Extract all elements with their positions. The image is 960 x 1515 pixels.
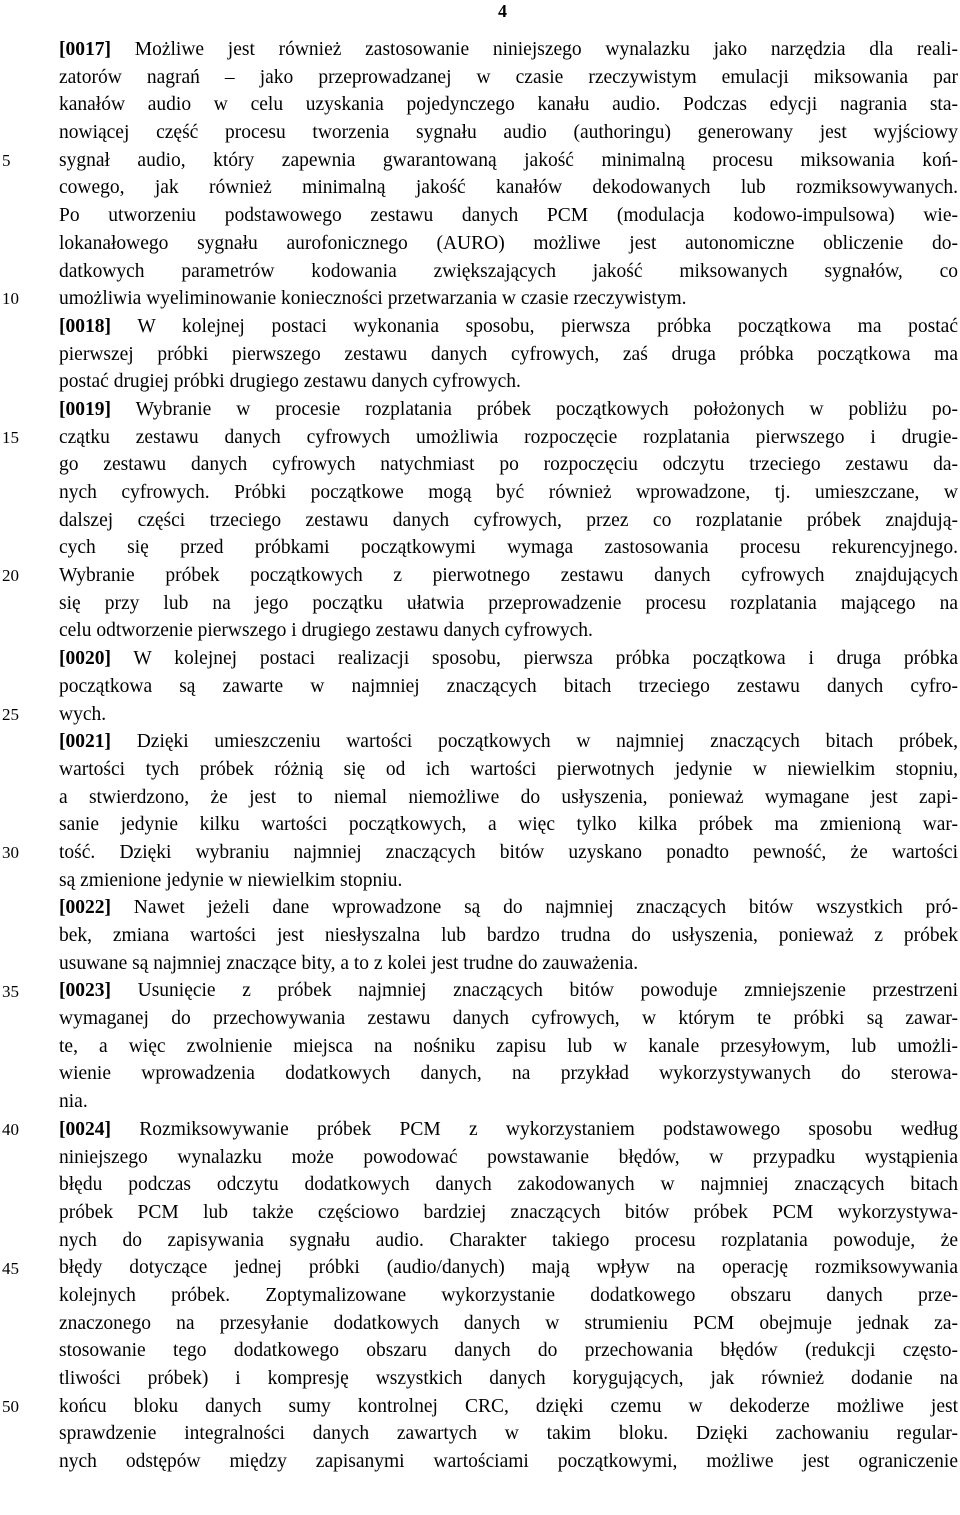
line-text: W kolejnej postaci wykonania sposobu, pierwsza próbka początkowa ma postać [111, 315, 958, 337]
text-line [59, 285, 958, 313]
text-line [59, 1310, 958, 1338]
text-line [59, 479, 958, 507]
line-text: datkowych parametrów kodowania zwiększających jakość miksowanych sygnałów, co [59, 260, 958, 282]
text-line [59, 258, 958, 286]
text-line [59, 396, 958, 424]
text-line [59, 368, 958, 396]
text-line [59, 867, 958, 895]
margin-line-number: 30 [2, 843, 19, 863]
text-line [59, 562, 958, 590]
paragraph-number: [0020] [59, 648, 111, 670]
text-line [59, 590, 958, 618]
line-text: początkowa są zawarte w najmniej znaczących bitach trzeciego zestawu danych cyfro- [59, 675, 958, 697]
line-text: sprawdzenie integralności danych zawartych w takim bloku. Dzięki zachowaniu regular- [59, 1423, 958, 1445]
line-text: czątku zestawu danych cyfrowych umożliwia rozpoczęcie rozplatania pierwszego i drugie- [59, 426, 958, 448]
line-text: nych cyfrowych. Próbki początkowe mogą być również wprowadzone, tj. umieszczane, w [59, 482, 958, 503]
text-line [59, 451, 958, 479]
text-line [59, 1005, 958, 1033]
text-line [59, 91, 958, 119]
text-line [59, 1393, 958, 1421]
text-line [59, 202, 958, 230]
margin-line-number: 35 [2, 981, 19, 1001]
line-text: W kolejnej postaci realizacji sposobu, pierwsza próbka początkowa i druga próbka [111, 648, 958, 670]
text-line [59, 1033, 958, 1061]
line-text: pierwszej próbki pierwszego zestawu danych cyfrowych, zaś druga próbka początkowa ma [59, 343, 958, 365]
line-text: Możliwe jest również zastosowanie niniejszego wynalazku jako narzędzia dla reali- [111, 39, 958, 60]
line-text: próbek PCM lub także częściowo bardziej znaczących bitów próbek PCM wykorzystywa- [59, 1201, 958, 1223]
line-text: dalszej części trzeciego zestawu danych cyfrowych, przez co rozplatanie próbek znajdują- [59, 509, 958, 531]
line-text: końcu bloku danych sumy kontrolnej CRC, dzięki czemu w dekoderze możliwe jest [59, 1395, 958, 1417]
page-number: 4 [498, 1, 507, 21]
margin-line-number: 15 [2, 427, 19, 447]
text-line [59, 977, 958, 1005]
line-text: błędy dotyczące jednej próbki (audio/danych) mają wpływ na operację rozmiksowywania [59, 1257, 958, 1279]
line-text: nowiącej część procesu tworzenia sygnału audio (authoringu) generowany jest wyjściowy [59, 122, 958, 144]
text-line [59, 894, 958, 922]
line-text: umożliwia wyeliminowanie konieczności przetwarzania w czasie rzeczywistym. [59, 288, 687, 310]
line-text: bek, zmiana wartości jest niesłyszalna lub bardzo trudna do usłyszenia, ponieważ z próbek [59, 925, 958, 946]
line-text: cych się przed próbkami początkowymi wymaga zastosowania procesu rekurencyjnego. [59, 537, 958, 559]
text-line [59, 341, 958, 369]
text-line [59, 1254, 958, 1282]
paragraph-number: [0018] [59, 315, 111, 337]
margin-line-number: 40 [2, 1120, 19, 1140]
text-line [59, 922, 958, 950]
line-text: Wybranie w procesie rozplatania próbek początkowych położonych w pobliżu po- [111, 398, 958, 420]
line-text: wych. [59, 703, 107, 725]
text-line [59, 645, 958, 673]
text-line [59, 701, 958, 729]
text-line [59, 36, 958, 64]
margin-line-number: 25 [2, 704, 19, 724]
margin-line-number: 20 [2, 566, 19, 586]
line-text: tość. Dzięki wybraniu najmniej znaczących bitów uzyskano ponadto pewność, że wartości [59, 841, 958, 863]
text-line [59, 1420, 958, 1448]
line-text: postać drugiej próbki drugiego zestawu danych cyfrowych. [59, 371, 521, 393]
text-line [59, 1144, 958, 1172]
line-text: wartości tych próbek różnią się od ich wartości pierwotnych jedynie w niewielkim stopniu, [59, 758, 958, 780]
text-line [59, 756, 958, 784]
text-line [59, 784, 958, 812]
line-text: lokanałowego sygnału aurofonicznego (AURO) możliwe jest autonomiczne obliczenie do- [59, 232, 958, 254]
text-line [59, 728, 958, 756]
margin-line-number: 10 [2, 289, 19, 309]
text-line [59, 1365, 958, 1393]
text-line [59, 507, 958, 535]
text-line [59, 1282, 958, 1310]
paragraph-number: [0024] [59, 1118, 111, 1140]
text-line [59, 534, 958, 562]
line-text: te, a więc zwolnienie miejsca na nośniku zapisu lub w kanale przesyłowym, lub umożli- [59, 1035, 958, 1057]
line-text: sanie jedynie kilku wartości początkowych, a więc tylko kilka próbek ma zmienioną war- [59, 814, 958, 836]
text-line [59, 1060, 958, 1088]
text-line [59, 64, 958, 92]
line-text: niniejszego wynalazku może powodować powstawanie błędów, w przypadku wystąpienia [59, 1146, 958, 1168]
line-text: tliwości próbek) i kompresję wszystkich danych korygujących, jak również dodanie na [59, 1368, 958, 1389]
text-line [59, 811, 958, 839]
line-text: Po utworzeniu podstawowego zestawu danych PCM (modulacja kodowo-impulsowa) wie- [59, 205, 958, 227]
text-line [59, 147, 958, 175]
line-text: nych odstępów między zapisanymi wartościami początkowymi, możliwe jest ograniczenie [59, 1451, 958, 1473]
text-line [59, 1199, 958, 1227]
text-line [59, 1116, 958, 1144]
line-text: wymaganej do przechowywania zestawu danych cyfrowych, w którym te próbki są zawar- [59, 1008, 958, 1030]
line-text: Nawet jeżeli dane wprowadzone są do najmniej znaczących bitów wszystkich pró- [111, 897, 958, 919]
line-text: cowego, jak również minimalną jakość kanałów dekodowanych lub rozmiksowywanych. [59, 177, 958, 199]
text-line [59, 313, 958, 341]
text-line [59, 1337, 958, 1365]
line-text: błędu podczas odczytu dodatkowych danych zakodowanych w najmniej znaczących bitach [59, 1174, 958, 1196]
line-text: a stwierdzono, że jest to niemal niemożliwe do usłyszenia, ponieważ wymagane jest zapi- [59, 786, 958, 808]
line-text: nia. [59, 1091, 88, 1113]
text-line [59, 617, 958, 645]
text-line [59, 1227, 958, 1255]
text-line [59, 174, 958, 202]
margin-line-number: 45 [2, 1258, 19, 1278]
margin-line-number: 50 [2, 1397, 19, 1417]
line-text: celu odtworzenie pierwszego i drugiego zestawu danych cyfrowych. [59, 620, 593, 642]
text-line [59, 1448, 958, 1476]
paragraph-number: [0022] [59, 897, 111, 919]
text-line [59, 839, 958, 867]
line-text: Usunięcie z próbek najmniej znaczących bitów powoduje zmniejszenie przestrzeni [111, 980, 958, 1002]
line-text: Rozmiksowywanie próbek PCM z wykorzystaniem podstawowego sposobu według [111, 1118, 958, 1140]
line-text: kanałów audio w celu uzyskania pojedynczego kanału audio. Podczas edycji nagrania sta- [59, 94, 958, 116]
line-text: się przy lub na jego początku ułatwia przeprowadzenie procesu rozplatania mającego na [59, 592, 958, 614]
paragraph-number: [0021] [59, 731, 111, 753]
paragraph-number: [0023] [59, 980, 111, 1002]
document-body [59, 36, 958, 1476]
line-text: stosowanie tego dodatkowego obszaru danych do przechowania błędów (redukcji często- [59, 1340, 958, 1362]
line-text: Wybranie próbek początkowych z pierwotnego zestawu danych cyfrowych znajdujących [59, 565, 958, 587]
line-text: zatorów nagrań – jako przeprowadzanej w czasie rzeczywistym emulacji miksowania par [59, 66, 958, 88]
text-line [59, 424, 958, 452]
line-text: usuwane są najmniej znaczące bity, a to z kolei jest trudne do zauważenia. [59, 952, 639, 974]
text-line [59, 230, 958, 258]
text-line [59, 1171, 958, 1199]
text-line [59, 673, 958, 701]
paragraph-number: [0019] [59, 398, 111, 420]
line-text: nych do zapisywania sygnału audio. Charakter takiego procesu rozplatania powoduje, że [59, 1229, 958, 1251]
text-line [59, 950, 958, 978]
line-text: Dzięki umieszczeniu wartości początkowych w najmniej znaczących bitach próbek, [111, 731, 958, 753]
text-line [59, 119, 958, 147]
line-text: kolejnych próbek. Zoptymalizowane wykorzystanie dodatkowego obszaru danych prze- [59, 1284, 958, 1306]
line-text: sygnał audio, który zapewnia gwarantowaną jakość minimalną procesu miksowania koń- [59, 149, 958, 171]
paragraph-number: [0017] [59, 39, 111, 60]
line-text: go zestawu danych cyfrowych natychmiast po rozpoczęciu odczytu trzeciego zestawu da- [59, 454, 958, 476]
line-text: są zmienione jedynie w niewielkim stopniu. [59, 869, 403, 891]
line-text: znaczonego na przesyłanie dodatkowych danych w strumieniu PCM obejmuje jednak za- [59, 1312, 958, 1334]
line-text: wienie wprowadzenia dodatkowych danych, na przykład wykorzystywanych do sterowa- [59, 1063, 958, 1085]
margin-line-number: 5 [2, 150, 11, 170]
text-line [59, 1088, 958, 1116]
